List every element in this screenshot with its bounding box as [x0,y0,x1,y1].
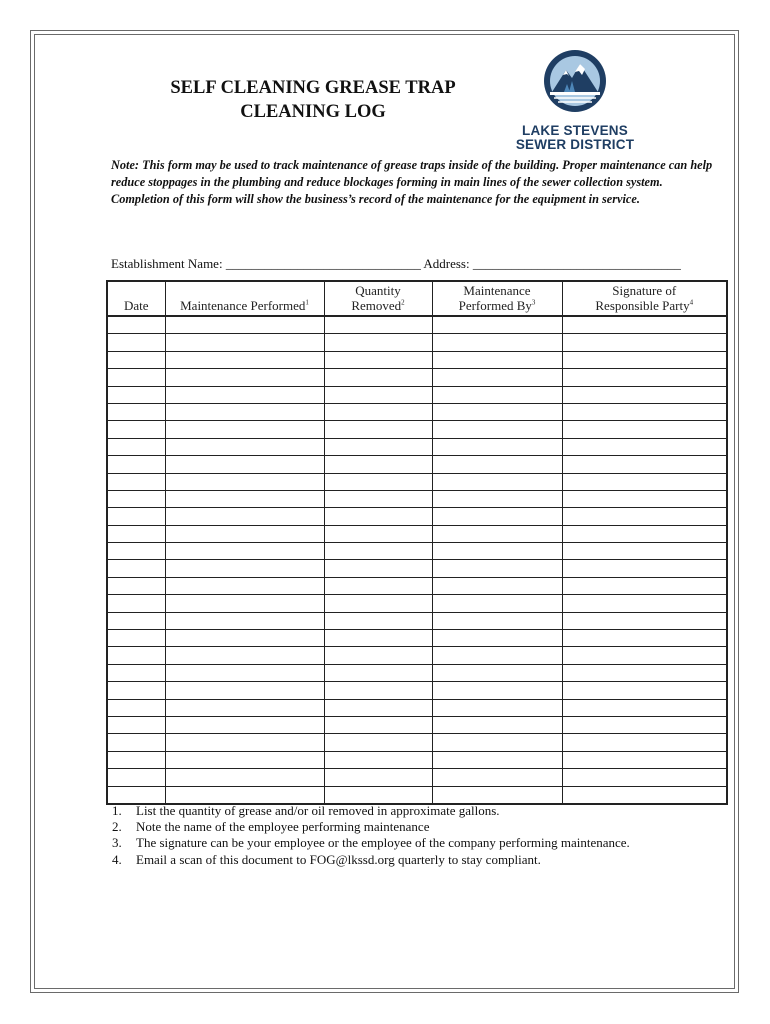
performed-by-cell[interactable] [432,664,562,681]
title-line-1: SELF CLEANING GREASE TRAP [170,78,456,98]
logo-text-line-2: SEWER DISTRICT [515,137,635,152]
maintenance-cell[interactable] [165,630,324,647]
signature-cell[interactable] [562,682,727,699]
table-row [107,334,727,351]
table-row [107,630,727,647]
maintenance-cell[interactable] [165,386,324,403]
table-row [107,543,727,560]
quantity-cell[interactable] [324,369,432,386]
performed-by-cell[interactable] [432,473,562,490]
performed-by-cell[interactable] [432,421,562,438]
form-note: Note: This form may be used to track maintenance of grease traps inside of the building. Proper maintenance can help reduce stoppages in the plumbing and reduce blockages forming in main lines of the sewer collection system. Completion of this form will show the business’s record of the maintenance for the equipment in service. [111,158,713,206]
logo-text-line-1: LAKE STEVENS [522,123,628,138]
quantity-cell[interactable] [324,490,432,507]
signature-cell[interactable] [562,716,727,733]
date-cell[interactable] [107,386,165,403]
signature-cell[interactable] [562,647,727,664]
maintenance-cell[interactable] [165,751,324,768]
table-row [107,421,727,438]
quantity-cell[interactable] [324,543,432,560]
table-row [107,595,727,612]
maintenance-cell[interactable] [165,403,324,420]
footnote-text: Email a scan of this document to FOG@lkssd.org quarterly to stay compliant. [136,851,541,867]
date-cell[interactable] [107,473,165,490]
signature-cell[interactable] [562,630,727,647]
quantity-cell[interactable] [324,751,432,768]
signature-cell[interactable] [562,751,727,768]
footnotes-list [112,803,632,868]
footnote-number: 2. [112,819,122,835]
date-cell[interactable] [107,595,165,612]
signature-cell[interactable] [562,403,727,420]
performed-by-cell[interactable] [432,751,562,768]
quantity-cell[interactable] [324,786,432,804]
maintenance-cell[interactable] [165,699,324,716]
quantity-cell[interactable] [324,403,432,420]
maintenance-cell[interactable] [165,577,324,594]
maintenance-cell[interactable] [165,682,324,699]
signature-cell[interactable] [562,734,727,751]
performed-by-cell[interactable] [432,699,562,716]
signature-cell[interactable] [562,786,727,804]
quantity-cell[interactable] [324,769,432,786]
performed-by-cell[interactable] [432,647,562,664]
date-cell[interactable] [107,543,165,560]
quantity-cell[interactable] [324,560,432,577]
title-line-2: CLEANING LOG [240,102,386,122]
footnote-text: List the quantity of grease and/or oil removed in approximate gallons. [136,803,500,818]
date-cell[interactable] [107,786,165,804]
quantity-cell[interactable] [324,577,432,594]
footnote-number: 4. [112,851,122,867]
table-body [107,316,727,804]
table-row [107,473,727,490]
table-row [107,716,727,733]
maintenance-cell[interactable] [165,369,324,386]
table-row [107,682,727,699]
maintenance-cell[interactable] [165,543,324,560]
table-row [107,577,727,594]
date-cell[interactable] [107,630,165,647]
signature-cell[interactable] [562,699,727,716]
performed-by-cell[interactable] [432,630,562,647]
signature-cell[interactable] [562,664,727,681]
quantity-cell[interactable] [324,334,432,351]
table-row [107,403,727,420]
signature-cell[interactable] [562,421,727,438]
quantity-cell[interactable] [324,386,432,403]
performed-by-cell[interactable] [432,560,562,577]
performed-by-cell[interactable] [432,334,562,351]
date-cell[interactable] [107,612,165,629]
performed-by-cell[interactable] [432,543,562,560]
maintenance-cell[interactable] [165,456,324,473]
footnote-item [112,819,632,835]
quantity-cell[interactable] [324,664,432,681]
maintenance-cell[interactable] [165,334,324,351]
performed-by-cell[interactable] [432,386,562,403]
footnote-text: The signature can be your employee or the employee of the company performing maintenance. [136,835,630,851]
header-quantity-removed: Quantity Removed$^2$ [324,281,432,316]
date-cell[interactable] [107,716,165,733]
table-row [107,508,727,525]
date-cell[interactable] [107,369,165,386]
maintenance-cell[interactable] [165,664,324,681]
date-cell[interactable] [107,316,165,334]
performed-by-cell[interactable] [432,438,562,455]
performed-by-cell[interactable] [432,682,562,699]
table-row [107,369,727,386]
quantity-cell[interactable] [324,734,432,751]
signature-cell[interactable] [562,769,727,786]
table-row [107,560,727,577]
footnote-text: Note the name of the employee performing maintenance [136,819,430,835]
maintenance-cell[interactable] [165,421,324,438]
maintenance-cell[interactable] [165,734,324,751]
address-field[interactable]: ________________________________ [472,256,681,271]
signature-cell[interactable] [562,334,727,351]
district-logo [515,50,635,152]
table-row [107,786,727,804]
mountain-logo-icon [544,50,606,112]
performed-by-cell[interactable] [432,316,562,334]
table-row [107,769,727,786]
establishment-name-label: Establishment Name: [111,256,223,271]
signature-cell[interactable] [562,351,727,368]
maintenance-cell[interactable] [165,612,324,629]
performed-by-cell[interactable] [432,577,562,594]
performed-by-cell[interactable] [432,490,562,507]
performed-by-cell[interactable] [432,456,562,473]
signature-cell[interactable] [562,560,727,577]
signature-cell[interactable] [562,595,727,612]
maintenance-cell[interactable] [165,508,324,525]
signature-cell[interactable] [562,525,727,542]
footnote-item [112,835,632,851]
date-cell[interactable] [107,560,165,577]
maintenance-cell[interactable] [165,769,324,786]
quantity-cell[interactable] [324,473,432,490]
signature-cell[interactable] [562,473,727,490]
cleaning-log-table [106,280,728,805]
performed-by-cell[interactable] [432,786,562,804]
maintenance-cell[interactable] [165,351,324,368]
performed-by-cell[interactable] [432,351,562,368]
performed-by-cell[interactable] [432,403,562,420]
date-cell[interactable] [107,647,165,664]
footnote-number: 3. [112,835,122,851]
performed-by-cell[interactable] [432,525,562,542]
maintenance-cell[interactable] [165,716,324,733]
table-row [107,647,727,664]
quantity-cell[interactable] [324,421,432,438]
footnote-item [112,803,632,819]
signature-cell[interactable] [562,490,727,507]
date-cell[interactable] [107,508,165,525]
quantity-cell[interactable] [324,612,432,629]
date-cell[interactable] [107,490,165,507]
date-cell[interactable] [107,699,165,716]
header-date: Date [107,281,165,316]
performed-by-cell[interactable] [432,612,562,629]
signature-cell[interactable] [562,577,727,594]
date-cell[interactable] [107,769,165,786]
date-cell[interactable] [107,438,165,455]
quantity-cell[interactable] [324,438,432,455]
table-row [107,525,727,542]
table-row [107,316,727,334]
date-cell[interactable] [107,751,165,768]
signature-cell[interactable] [562,386,727,403]
performed-by-cell[interactable] [432,716,562,733]
maintenance-cell[interactable] [165,786,324,804]
table-row [107,612,727,629]
table-row [107,386,727,403]
maintenance-cell[interactable] [165,438,324,455]
signature-cell[interactable] [562,369,727,386]
table-row [107,438,727,455]
table-row [107,664,727,681]
table-row [107,734,727,751]
quantity-cell[interactable] [324,316,432,334]
date-cell[interactable] [107,403,165,420]
date-cell[interactable] [107,421,165,438]
header-signature: Signature of Responsible Party$^4$ [562,281,727,316]
header-performed-by: Maintenance Performed By$^3$ [432,281,562,316]
table-header-row [107,281,727,316]
maintenance-cell[interactable] [165,560,324,577]
address-label: Address: [423,256,470,271]
quantity-cell[interactable] [324,525,432,542]
table-row [107,699,727,716]
form-title [148,76,478,124]
footnote-item [112,852,632,868]
quantity-cell[interactable] [324,682,432,699]
date-cell[interactable] [107,577,165,594]
table-row [107,351,727,368]
quantity-cell[interactable] [324,699,432,716]
date-cell[interactable] [107,734,165,751]
signature-cell[interactable] [562,316,727,334]
maintenance-cell[interactable] [165,316,324,334]
quantity-cell[interactable] [324,508,432,525]
date-cell[interactable] [107,334,165,351]
maintenance-cell[interactable] [165,490,324,507]
header-maintenance-performed: Maintenance Performed$^1$ [165,281,324,316]
date-cell[interactable] [107,525,165,542]
performed-by-cell[interactable] [432,734,562,751]
establishment-row [111,256,726,272]
signature-cell[interactable] [562,438,727,455]
quantity-cell[interactable] [324,647,432,664]
signature-cell[interactable] [562,612,727,629]
performed-by-cell[interactable] [432,595,562,612]
date-cell[interactable] [107,351,165,368]
quantity-cell[interactable] [324,456,432,473]
quantity-cell[interactable] [324,595,432,612]
performed-by-cell[interactable] [432,769,562,786]
signature-cell[interactable] [562,543,727,560]
maintenance-cell[interactable] [165,525,324,542]
date-cell[interactable] [107,664,165,681]
table-row [107,490,727,507]
signature-cell[interactable] [562,508,727,525]
maintenance-cell[interactable] [165,647,324,664]
footnote-number: 1. [112,803,122,818]
performed-by-cell[interactable] [432,508,562,525]
signature-cell[interactable] [562,456,727,473]
maintenance-cell[interactable] [165,595,324,612]
quantity-cell[interactable] [324,716,432,733]
performed-by-cell[interactable] [432,369,562,386]
table-row [107,751,727,768]
maintenance-cell[interactable] [165,473,324,490]
table-row [107,456,727,473]
date-cell[interactable] [107,682,165,699]
establishment-name-field[interactable]: ______________________________ [225,256,421,271]
quantity-cell[interactable] [324,351,432,368]
quantity-cell[interactable] [324,630,432,647]
date-cell[interactable] [107,456,165,473]
